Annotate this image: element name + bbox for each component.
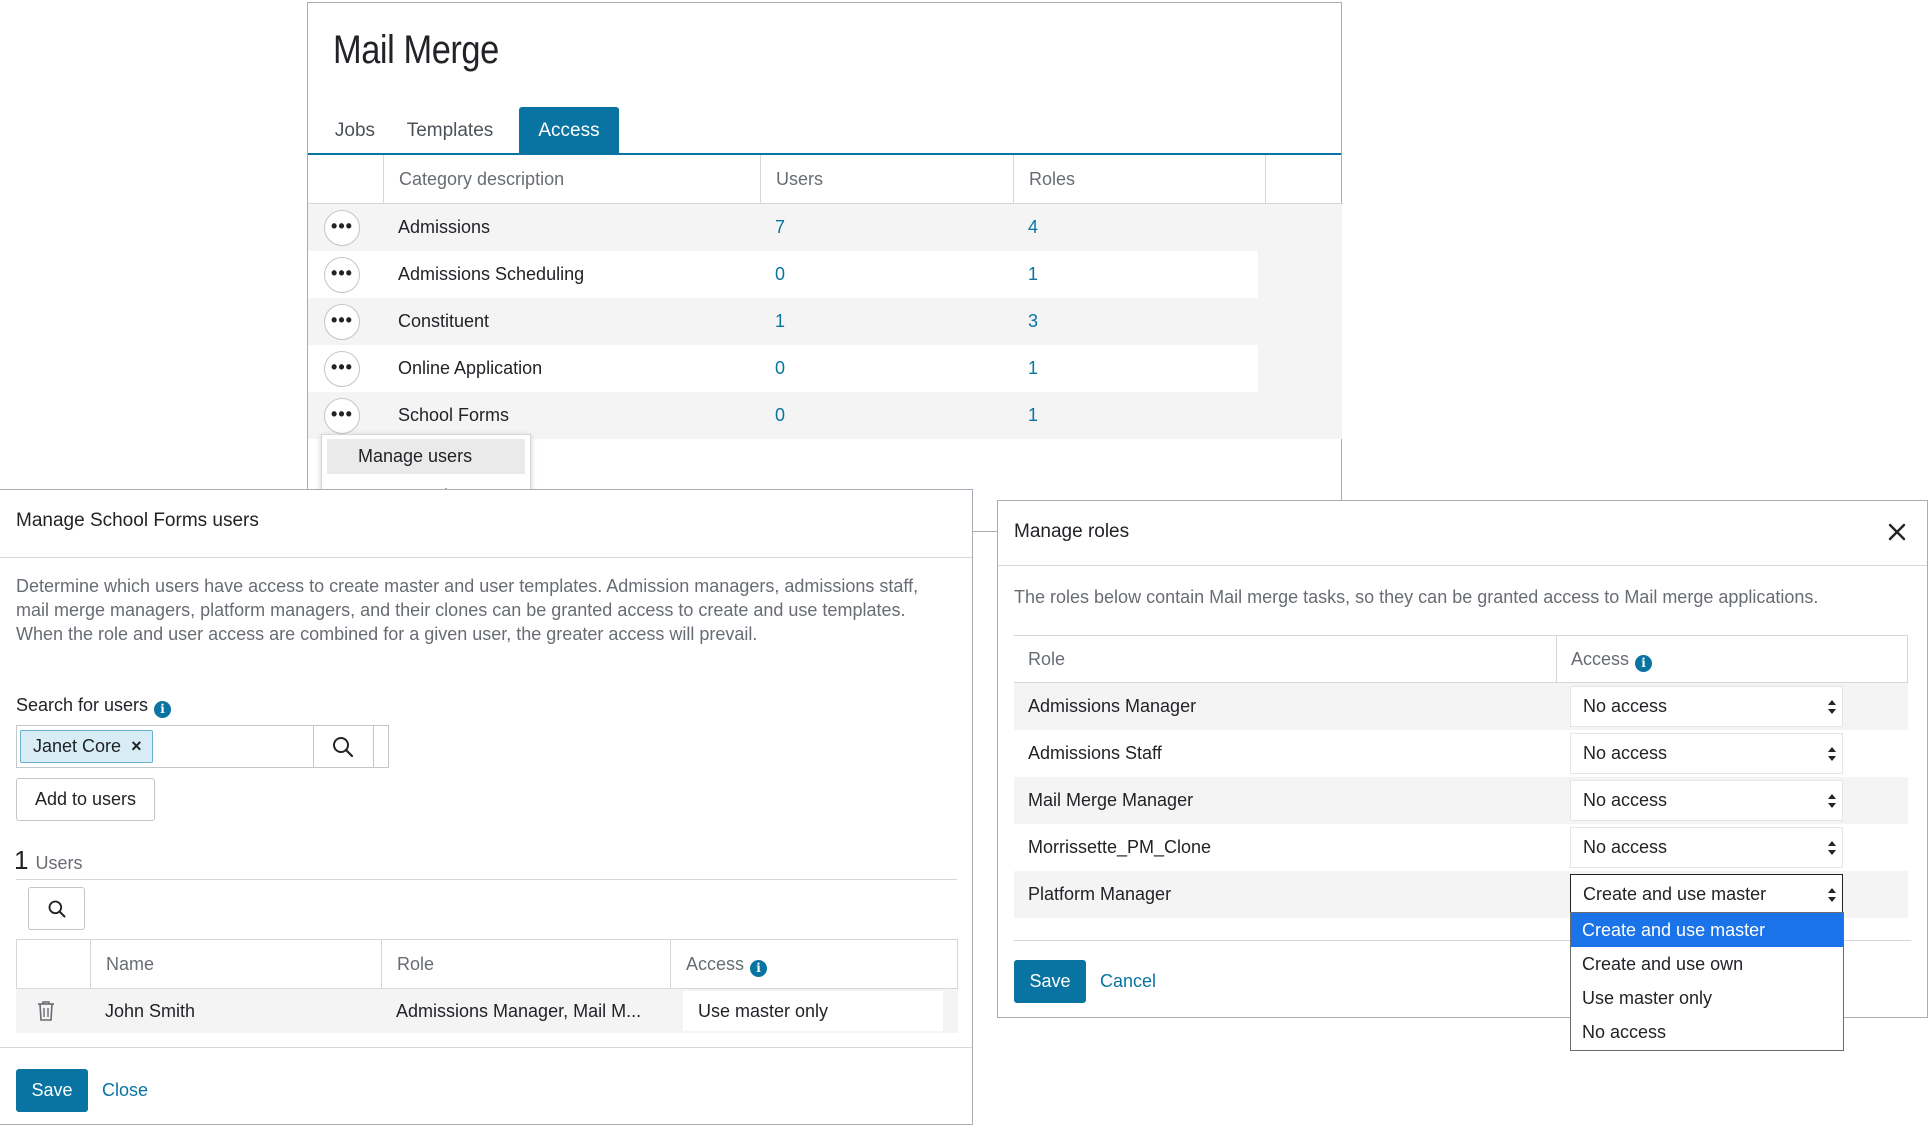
users-count-number: 1: [14, 845, 29, 875]
category-cell: Admissions: [398, 217, 491, 237]
grid-search-button[interactable]: [28, 887, 85, 930]
select-arrows-icon: [1828, 887, 1836, 903]
context-menu-button[interactable]: •••: [324, 210, 360, 246]
search-label-row: [16, 695, 171, 718]
column-header-role[interactable]: Role: [381, 940, 670, 988]
roles-count-link[interactable]: 4: [1028, 217, 1039, 237]
dropdown-option[interactable]: Use master only: [1582, 988, 1713, 1008]
table-row: [308, 298, 1258, 345]
cancel-button[interactable]: Cancel: [1100, 971, 1157, 991]
dropdown-option[interactable]: Create and use master: [1571, 913, 1843, 947]
table-row: [308, 204, 1258, 251]
search-icon: [331, 735, 355, 759]
role-cell: Admissions Staff: [1028, 743, 1162, 763]
table-row: [1014, 730, 1908, 777]
search-label: Search for users: [16, 695, 149, 715]
select-arrows-icon: [1828, 840, 1836, 856]
mail-merge-panel: [307, 2, 1342, 532]
users-count-link[interactable]: 0: [775, 405, 786, 425]
select-arrows-icon: [1828, 699, 1836, 715]
grid-header: [308, 155, 1343, 204]
access-select[interactable]: [1570, 686, 1843, 727]
role-cell: Platform Manager: [1028, 884, 1172, 904]
search-button[interactable]: [313, 725, 374, 768]
category-cell: Constituent: [398, 311, 490, 331]
column-header-name[interactable]: Name: [90, 940, 381, 988]
dropdown-option[interactable]: No access: [1582, 1022, 1667, 1042]
column-header-category[interactable]: Category description: [383, 155, 760, 204]
tab-bar: [308, 107, 1341, 155]
chip-remove-icon[interactable]: ×: [131, 736, 142, 756]
role-cell: Morrissette_PM_Clone: [1028, 837, 1212, 857]
category-grid: [308, 155, 1343, 439]
category-cell: Admissions Scheduling: [398, 264, 585, 284]
table-row: [1014, 777, 1908, 824]
grid-filler: [1258, 204, 1342, 439]
table-row: [308, 251, 1258, 298]
dropdown-option[interactable]: Create and use own: [1582, 954, 1744, 974]
table-row: [1014, 824, 1908, 871]
table-row: [308, 392, 1258, 439]
users-grid: [16, 939, 958, 1033]
context-menu-button[interactable]: •••: [324, 304, 360, 340]
panel-description: [16, 574, 956, 646]
column-header-access: [1556, 636, 1908, 682]
filler-column-header: [1265, 155, 1343, 204]
grid-header: [16, 939, 958, 989]
panel-title: Manage School Forms users: [16, 510, 259, 531]
close-icon[interactable]: [1885, 520, 1909, 544]
select-value: No access: [1583, 790, 1668, 810]
page-title: Mail Merge: [333, 28, 499, 72]
users-count-link[interactable]: 0: [775, 264, 786, 284]
context-menu-button[interactable]: •••: [324, 257, 360, 293]
trash-icon[interactable]: [36, 1000, 56, 1022]
table-row: [308, 345, 1258, 392]
category-cell: Online Application: [398, 358, 543, 378]
access-header-label[interactable]: Access: [686, 954, 745, 974]
users-count-link[interactable]: 1: [775, 311, 786, 331]
select-arrows-icon: [1828, 793, 1836, 809]
divider: [0, 557, 972, 558]
column-header-role[interactable]: Role: [1028, 649, 1066, 669]
chip-label: Janet Core: [33, 736, 122, 756]
access-select[interactable]: [1570, 827, 1843, 868]
name-cell: John Smith: [105, 1001, 196, 1021]
manage-roles-panel: [997, 500, 1928, 1042]
panel-description: The roles below contain Mail merge tasks, so they can be granted access to Mail merge applications.: [1014, 587, 1819, 607]
divider: [998, 565, 1927, 566]
manage-users-panel: [0, 489, 973, 1125]
context-menu-button[interactable]: •••: [324, 351, 360, 387]
description-text: When the role and user access are combined for a given user, the greater access will prevail.: [16, 624, 758, 644]
tab-templates[interactable]: Templates: [406, 120, 494, 141]
column-header-access: [670, 940, 958, 988]
select-value: No access: [1583, 696, 1668, 716]
roles-count-link[interactable]: 3: [1028, 311, 1039, 331]
grid-header: [1014, 635, 1908, 683]
roles-grid: [1014, 635, 1908, 918]
table-row: [1014, 871, 1908, 918]
category-cell: School Forms: [398, 405, 510, 425]
select-value: No access: [1583, 743, 1668, 763]
info-icon[interactable]: i: [1635, 655, 1652, 672]
delete-column-header: [16, 940, 90, 988]
users-count-link[interactable]: 7: [775, 217, 786, 237]
select-value: Create and use master: [1583, 884, 1767, 904]
roles-count-link[interactable]: 1: [1028, 405, 1039, 425]
access-select[interactable]: [1570, 733, 1843, 774]
access-select[interactable]: [1570, 780, 1843, 821]
users-count-link[interactable]: 0: [775, 358, 786, 378]
context-menu-button[interactable]: •••: [324, 398, 360, 434]
column-header-users[interactable]: Users: [760, 155, 1013, 204]
divider: [0, 1047, 972, 1048]
users-count: [14, 845, 83, 876]
divider: [16, 879, 957, 880]
role-cell: Mail Merge Manager: [1028, 790, 1194, 810]
tab-jobs[interactable]: Jobs: [334, 120, 376, 141]
access-select[interactable]: [1570, 874, 1843, 915]
users-count-label: Users: [35, 853, 83, 873]
role-cell: Admissions Manager, Mail M...: [396, 1001, 642, 1021]
role-cell: Admissions Manager: [1028, 696, 1197, 716]
table-row: [1014, 683, 1908, 730]
user-chip: [20, 730, 153, 763]
search-icon: [47, 899, 67, 919]
access-dropdown-list: [1570, 912, 1844, 1051]
tab-access[interactable]: Access: [519, 107, 619, 153]
table-row: [16, 989, 958, 1033]
add-to-users-button[interactable]: Add to users: [16, 778, 155, 821]
info-icon[interactable]: i: [750, 960, 767, 977]
select-value: No access: [1583, 837, 1668, 857]
roles-count-link[interactable]: 1: [1028, 358, 1039, 378]
menu-item-manage-users[interactable]: Manage users: [327, 439, 525, 474]
description-text: Determine which users have access to create master and user templates. Admission managers, admissions staff, mail merge managers, platform managers, and their clones can be granted access to create and use templates.: [16, 576, 919, 620]
select-arrows-icon: [1828, 746, 1836, 762]
info-icon[interactable]: i: [154, 701, 171, 718]
save-button[interactable]: Save: [1014, 960, 1086, 1003]
access-header-label[interactable]: Access: [1571, 649, 1630, 669]
save-button[interactable]: Save: [16, 1069, 88, 1112]
panel-title: Manage roles: [1014, 521, 1130, 542]
access-select[interactable]: Use master only: [683, 991, 943, 1031]
close-button[interactable]: Close: [102, 1080, 149, 1100]
roles-count-link[interactable]: 1: [1028, 264, 1039, 284]
column-header-roles[interactable]: Roles: [1013, 155, 1265, 204]
context-column-header: [308, 155, 383, 204]
